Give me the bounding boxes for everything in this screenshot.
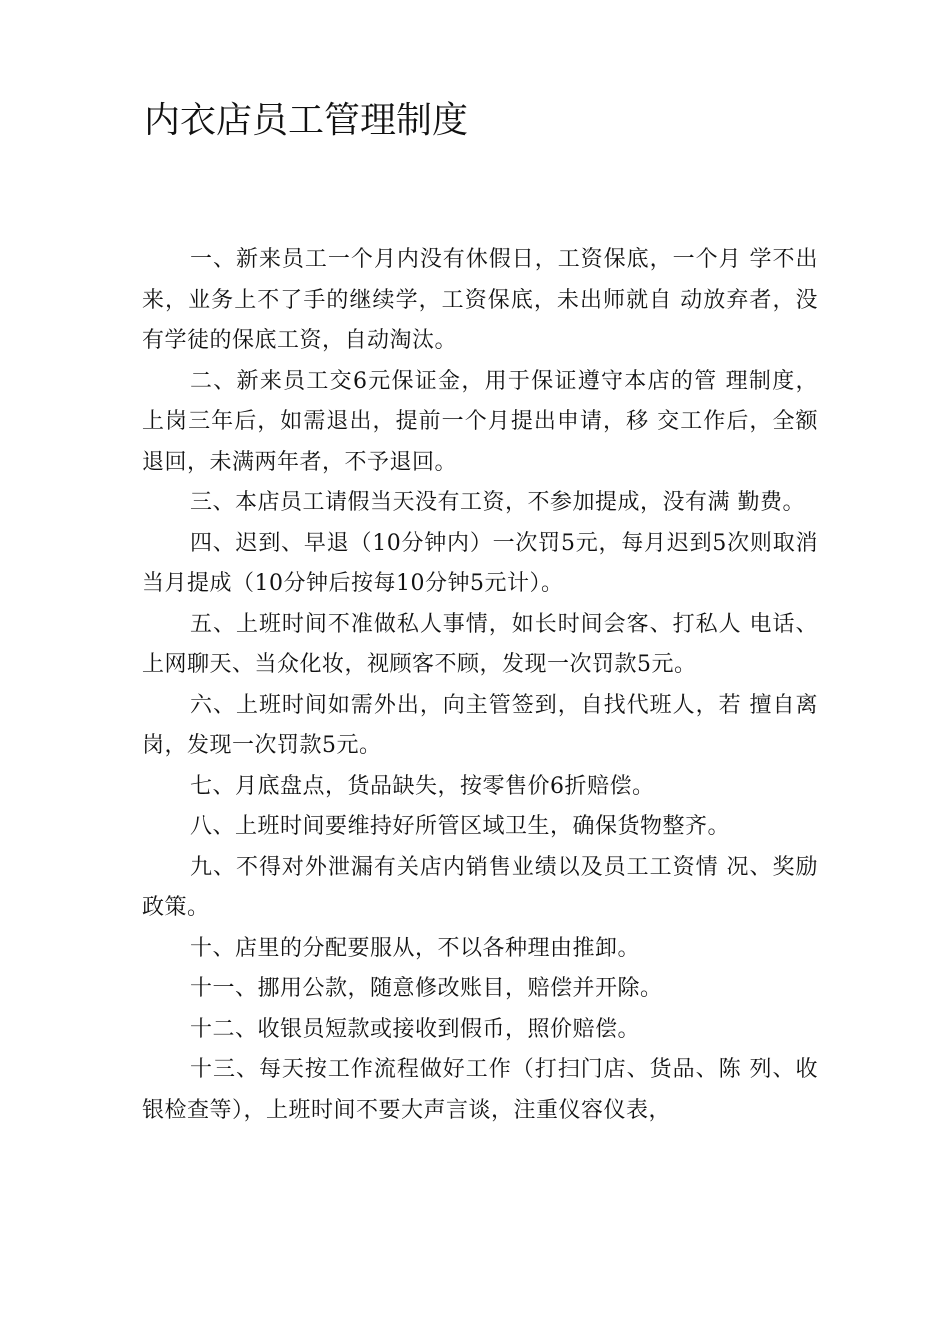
rule-paragraph-4: 四、迟到、早退（10分钟内）一次罚5元，每月迟到5次则取消当月提成（10分钟后按每10分钟5元计）。	[142, 530, 818, 596]
rule-paragraph-2: 二、新来员工交6元保证金，用于保证遵守本店的管 理制度，上岗三年后，如需退出，提前一个月提出申请，移 交工作后，全额退回，未满两年者，不予退回。	[142, 368, 818, 475]
document-title: 内衣店员工管理制度	[144, 100, 469, 141]
rule-paragraph-3: 三、本店员工请假当天没有工资，不参加提成，没有满 勤费。	[190, 490, 805, 515]
rule-paragraph-13: 十三、每天按工作流程做好工作（打扫门店、货品、陈 列、收银检查等），上班时间不要大声言谈，注重仪容仪表，	[142, 1057, 818, 1123]
document-body	[142, 240, 818, 1131]
rule-paragraph-8: 八、上班时间要维持好所管区域卫生，确保货物整齐。	[190, 814, 731, 839]
rule-paragraph-1: 一、新来员工一个月内没有休假日，工资保底，一个月 学不出来，业务上不了手的继续学，工资保底，未出师就自 动放弃者，没有学徒的保底工资，自动淘汰。	[142, 247, 818, 353]
rule-paragraph-10: 十、店里的分配要服从，不以各种理由推卸。	[190, 935, 641, 961]
rule-paragraph-5: 五、上班时间不准做私人事情，如长时间会客、打私人 电话、上网聊天、当众化妆，视顾客不顾，发现一次罚款5元。	[142, 611, 818, 677]
rule-paragraph-6: 六、上班时间如需外出，向主管签到，自找代班人，若 擅自离岗，发现一次罚款5元。	[142, 692, 818, 758]
rule-paragraph-11: 十一、挪用公款，随意修改账目，赔偿并开除。	[190, 976, 663, 1001]
rule-paragraph-9: 九、不得对外泄漏有关店内销售业绩以及员工工资情 况、奖励政策。	[142, 854, 818, 920]
rule-paragraph-12: 十二、收银员短款或接收到假币，照价赔偿。	[190, 1016, 641, 1042]
rule-paragraph-7: 七、月底盘点，货品缺失，按零售价6折赔偿。	[190, 773, 655, 799]
